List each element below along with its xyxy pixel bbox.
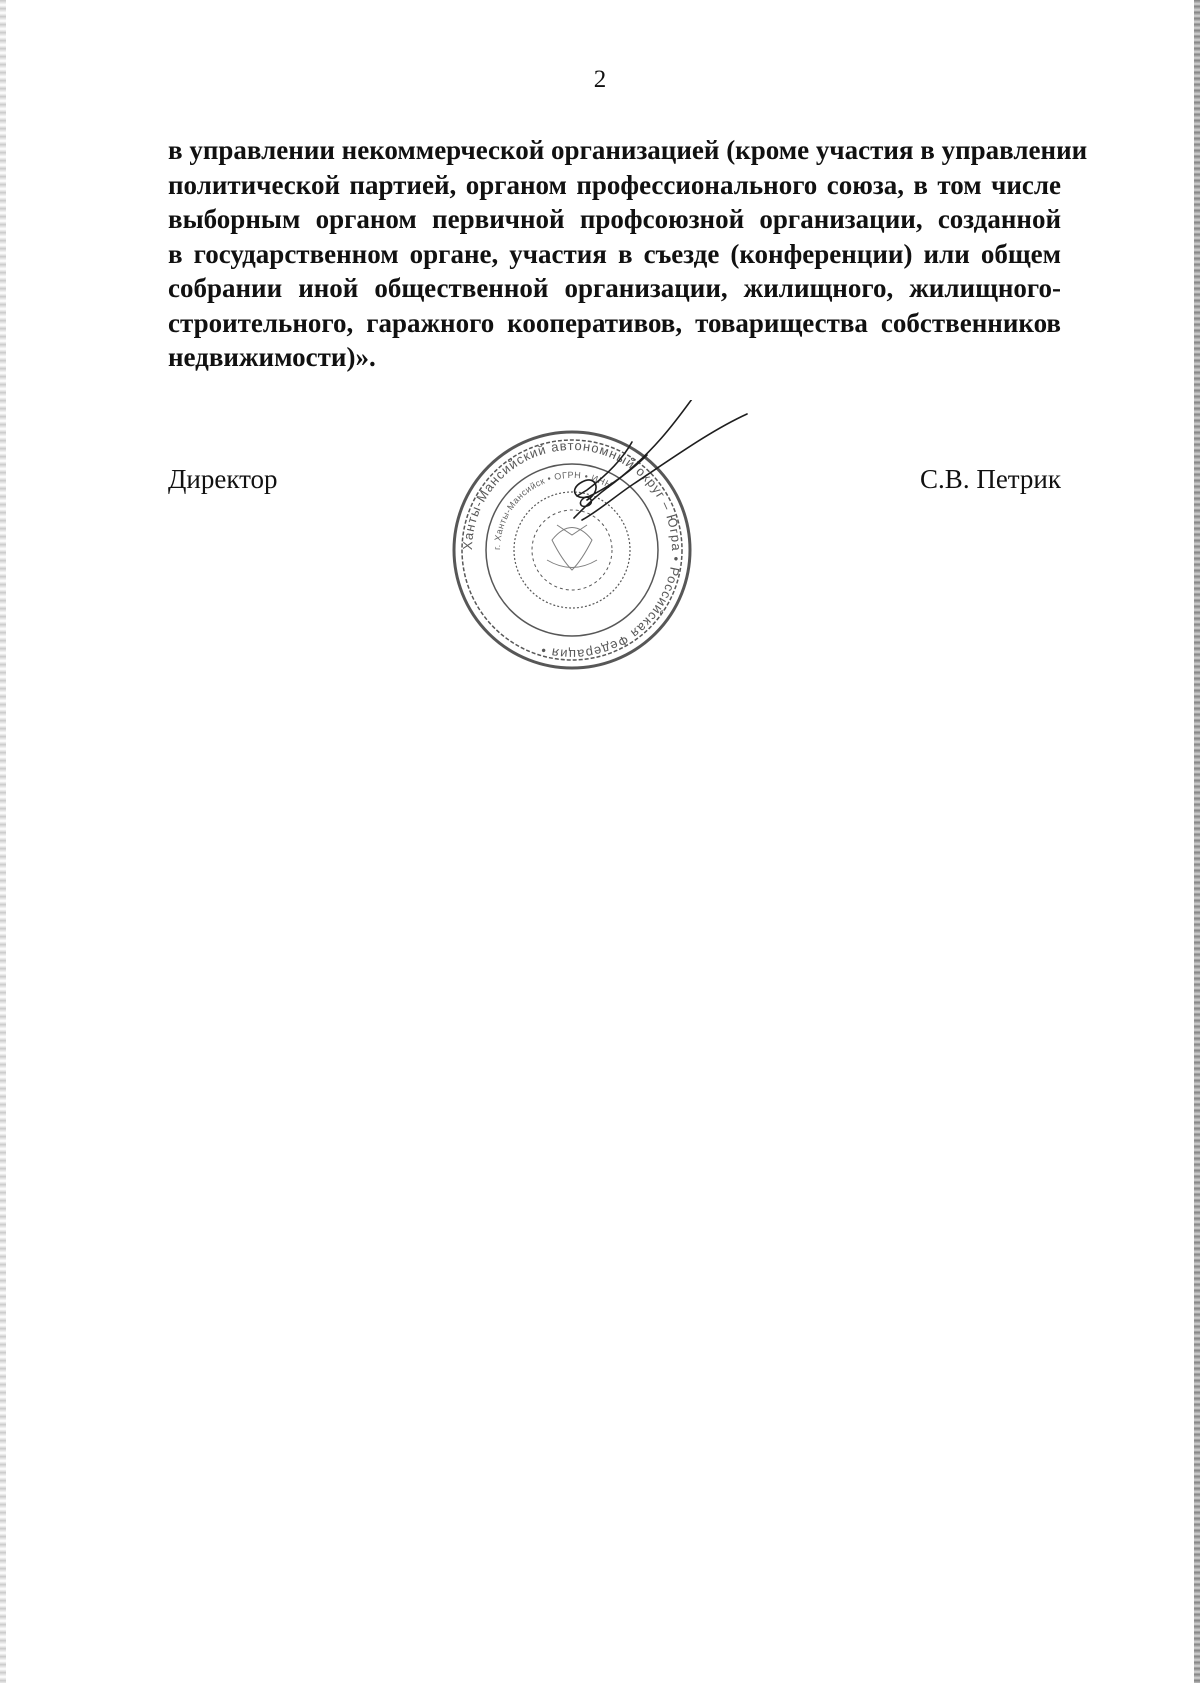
body-line: в государственном органе, участия в съезде (конференции) или общем (168, 238, 1061, 269)
body-line: недвижимости)». (168, 342, 376, 372)
body-line: собрании иной общественной организации, жилищного, жилищного- (168, 273, 1061, 303)
body-line: строительного, гаражного кооперативов, товарищества собственников (168, 307, 1061, 338)
signature-title: Директор (168, 464, 278, 494)
body-paragraph (168, 133, 1088, 375)
seal-inner-ring-text: г. Ханты-Мансийск • ОГРН • ИНН (491, 469, 614, 551)
page-number: 2 (593, 66, 607, 93)
seal-inner-text (492, 470, 614, 550)
body-line: выборным органом первичной профсоюзной организации, созданной (168, 204, 1061, 234)
scan-edge-right (1194, 0, 1200, 1683)
signature-name: С.В. Петрик (920, 464, 1061, 494)
scan-edge-left (0, 0, 6, 1683)
seal-rings (454, 432, 690, 668)
seal-outer-ring-text: Ханты-Мансийский автономный округ – Югра • Российская Федерация • (459, 437, 685, 663)
body-line: политической партией, органом профессионального союза, в том числе (168, 169, 1061, 200)
body-line: в управлении некоммерческой организацией (кроме участия в управлении (168, 135, 1088, 165)
official-seal-stamp (432, 400, 812, 700)
seal-center-emblem (547, 525, 597, 570)
